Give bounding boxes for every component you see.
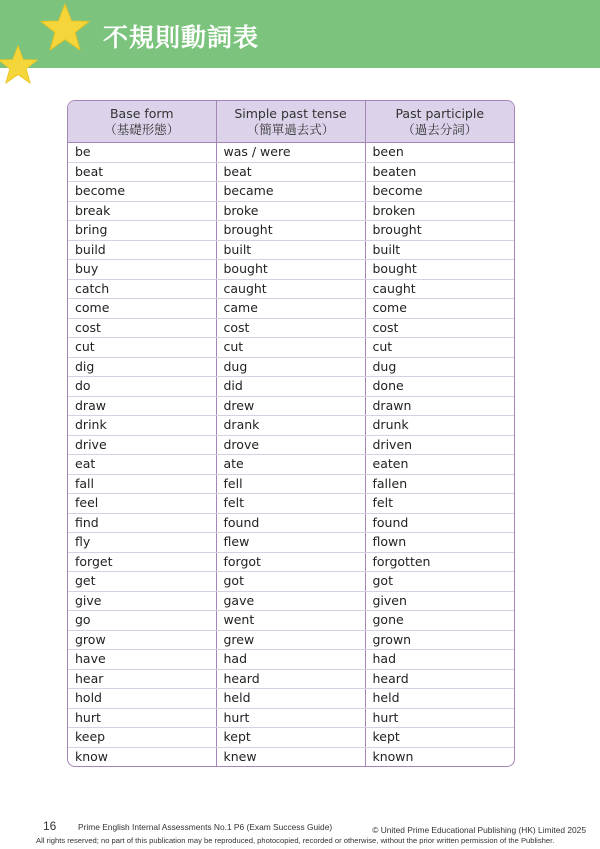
column-header-zh: （基礎形態） — [104, 121, 180, 137]
cell-base-form: know — [68, 747, 216, 766]
table-row — [68, 572, 514, 592]
star-icon — [0, 44, 40, 88]
cell-past-participle: driven — [365, 435, 514, 455]
table-row — [68, 338, 514, 358]
table-row — [68, 221, 514, 241]
cell-base-form: forget — [68, 552, 216, 572]
cell-past-participle: cut — [365, 338, 514, 358]
cell-past-participle: grown — [365, 630, 514, 650]
cell-past-participle: beaten — [365, 162, 514, 182]
cell-past-participle: known — [372, 748, 414, 764]
cell-simple-past: was / were — [216, 143, 365, 163]
cell-base-form: feel — [68, 494, 216, 514]
cell-past-participle: broken — [365, 201, 514, 221]
cell-past-participle: held — [365, 689, 514, 709]
cell-base-form: fly — [68, 533, 216, 553]
cell-base-form: hold — [68, 689, 216, 709]
cell-base-form: bring — [68, 221, 216, 241]
cell-base-form: fall — [68, 474, 216, 494]
table-row — [68, 162, 514, 182]
cell-simple-past: fell — [216, 474, 365, 494]
column-header-en: Simple past tense — [234, 105, 347, 121]
cell-simple-past: built — [216, 240, 365, 260]
cell-base-form: break — [68, 201, 216, 221]
cell-base-form: do — [68, 377, 216, 397]
table-row — [68, 455, 514, 475]
cell-base-form: drink — [68, 416, 216, 436]
table-row — [68, 474, 514, 494]
cell-past-participle: drunk — [365, 416, 514, 436]
table-row — [68, 747, 514, 766]
cell-base-form: cost — [68, 318, 216, 338]
cell-base-form: become — [68, 182, 216, 202]
table-row — [68, 299, 514, 319]
cell-simple-past: flew — [216, 533, 365, 553]
cell-base-form: cut — [68, 338, 216, 358]
rights-notice: All rights reserved; no part of this publication may be reproduced, photocopied, recorded or otherwise, without the prior written permission of the Publisher. — [36, 836, 555, 845]
cell-base-form: eat — [68, 455, 216, 475]
table-row — [68, 669, 514, 689]
table-row — [68, 708, 514, 728]
cell-base-form: build — [68, 240, 216, 260]
table-row — [68, 728, 514, 748]
table-row — [68, 143, 514, 163]
cell-simple-past: heard — [216, 669, 365, 689]
cell-base-form: get — [68, 572, 216, 592]
cell-simple-past: did — [216, 377, 365, 397]
cell-past-participle: fallen — [365, 474, 514, 494]
cell-simple-past: gave — [216, 591, 365, 611]
cell-past-participle: heard — [365, 669, 514, 689]
cell-past-participle: brought — [365, 221, 514, 241]
page-number: 16 — [43, 819, 57, 833]
column-header-simple-past — [216, 101, 365, 143]
cell-simple-past: went — [216, 611, 365, 631]
cell-base-form: buy — [68, 260, 216, 280]
cell-simple-past: forgot — [216, 552, 365, 572]
table-row — [68, 240, 514, 260]
cell-past-participle: given — [365, 591, 514, 611]
column-header-past-participle — [365, 101, 514, 143]
table-row — [68, 377, 514, 397]
column-header-zh: （簡單過去式） — [246, 121, 335, 137]
star-icon — [38, 2, 92, 56]
cell-past-participle: done — [365, 377, 514, 397]
cell-past-participle: become — [365, 182, 514, 202]
cell-base-form: be — [68, 143, 216, 163]
table-row — [68, 416, 514, 436]
table-row — [68, 260, 514, 280]
publication-title: Prime English Internal Assessments No.1 P6 (Exam Success Guide) — [78, 822, 333, 832]
column-header-zh: （過去分詞） — [402, 121, 478, 137]
cell-past-participle: dug — [365, 357, 514, 377]
cell-simple-past: had — [216, 650, 365, 670]
cell-simple-past: bought — [216, 260, 365, 280]
table-row — [68, 494, 514, 514]
cell-simple-past: caught — [216, 279, 365, 299]
cell-simple-past: ate — [216, 455, 365, 475]
cell-simple-past: became — [216, 182, 365, 202]
cell-simple-past: felt — [216, 494, 365, 514]
cell-past-participle: found — [365, 513, 514, 533]
cell-past-participle: cost — [365, 318, 514, 338]
table-body — [68, 143, 514, 767]
cell-base-form: beat — [68, 162, 216, 182]
table-row — [68, 396, 514, 416]
table-row — [68, 182, 514, 202]
cell-simple-past: held — [216, 689, 365, 709]
cell-base-form: go — [68, 611, 216, 631]
cell-base-form: grow — [68, 630, 216, 650]
cell-base-form: hurt — [68, 708, 216, 728]
cell-simple-past: beat — [216, 162, 365, 182]
cell-simple-past: cut — [216, 338, 365, 358]
irregular-verbs-table — [67, 100, 515, 767]
cell-simple-past: knew — [216, 747, 365, 766]
page-title: 不規則動詞表 — [103, 23, 260, 52]
cell-simple-past: drew — [216, 396, 365, 416]
cell-simple-past: hurt — [216, 708, 365, 728]
copyright-notice: © United Prime Educational Publishing (HK) Limited 2025 — [372, 825, 586, 835]
cell-simple-past: grew — [216, 630, 365, 650]
cell-past-participle: drawn — [365, 396, 514, 416]
cell-simple-past: got — [216, 572, 365, 592]
cell-past-participle: come — [365, 299, 514, 319]
table-row — [68, 552, 514, 572]
cell-past-participle: been — [365, 143, 514, 163]
cell-base-form: keep — [68, 728, 216, 748]
table-row — [68, 533, 514, 553]
cell-past-participle: hurt — [365, 708, 514, 728]
cell-base-form: hear — [68, 669, 216, 689]
cell-past-participle: flown — [365, 533, 514, 553]
cell-simple-past: drank — [216, 416, 365, 436]
cell-past-participle: eaten — [365, 455, 514, 475]
column-header-base-form — [68, 101, 216, 143]
cell-past-participle: built — [365, 240, 514, 260]
cell-base-form: draw — [68, 396, 216, 416]
table-header-row — [68, 101, 514, 143]
cell-past-participle: had — [365, 650, 514, 670]
cell-past-participle: got — [365, 572, 514, 592]
column-header-en: Base form — [109, 105, 174, 121]
table-row — [68, 513, 514, 533]
cell-simple-past: kept — [216, 728, 365, 748]
table-row — [68, 611, 514, 631]
cell-past-participle: caught — [365, 279, 514, 299]
cell-simple-past: found — [216, 513, 365, 533]
cell-simple-past: dug — [216, 357, 365, 377]
cell-past-participle: kept — [365, 728, 514, 748]
table-row — [68, 650, 514, 670]
cell-past-participle: gone — [365, 611, 514, 631]
table-row — [68, 591, 514, 611]
table-row — [68, 201, 514, 221]
cell-base-form: catch — [68, 279, 216, 299]
cell-base-form: drive — [68, 435, 216, 455]
table-row — [68, 279, 514, 299]
column-header-en: Past participle — [395, 105, 485, 121]
cell-base-form: find — [68, 513, 216, 533]
table-row — [68, 435, 514, 455]
cell-base-form: give — [68, 591, 216, 611]
cell-simple-past: drove — [216, 435, 365, 455]
table-row — [68, 630, 514, 650]
table-row — [68, 357, 514, 377]
cell-simple-past: brought — [216, 221, 365, 241]
cell-past-participle: felt — [365, 494, 514, 514]
cell-simple-past: cost — [216, 318, 365, 338]
cell-base-form: come — [68, 299, 216, 319]
cell-base-form: have — [68, 650, 216, 670]
table-row — [68, 689, 514, 709]
cell-past-participle: bought — [365, 260, 514, 280]
cell-base-form: dig — [68, 357, 216, 377]
table-row — [68, 318, 514, 338]
cell-past-participle: forgotten — [365, 552, 514, 572]
cell-simple-past: came — [216, 299, 365, 319]
cell-simple-past: broke — [216, 201, 365, 221]
